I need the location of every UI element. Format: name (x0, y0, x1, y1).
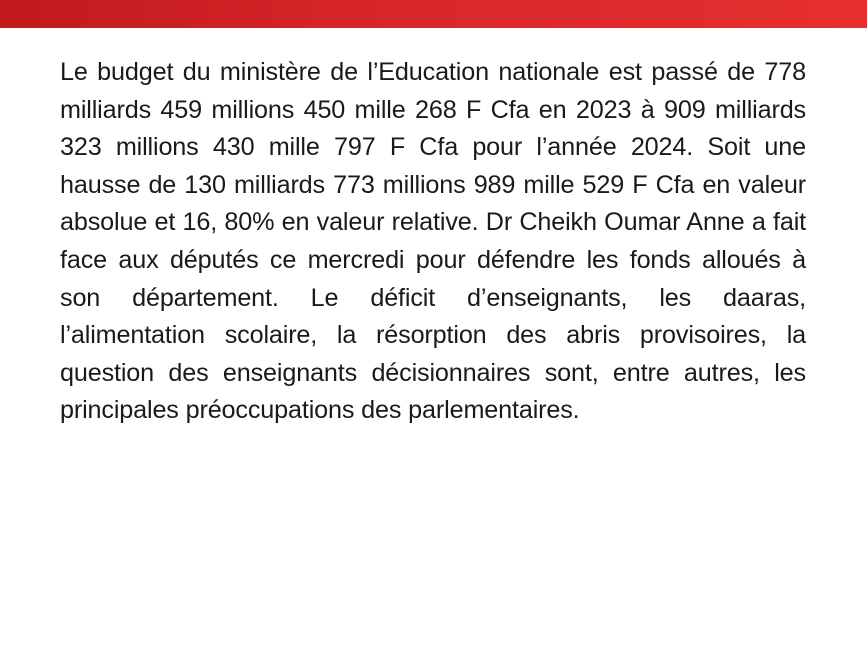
article-paragraph: Le budget du ministère de l’Education nationale est passé de 778 milliards 459 millions 450 mille 268 F Cfa en 2023 à 909 milliards 323 millions 430 mille 797 F Cfa pour l’année 2024. Soit une hausse de 130 milliards 773 millions 989 mille 529 F Cfa en valeur absolue et 16, 80% en valeur relative. Dr Cheikh Oumar Anne a fait face aux députés ce mercredi pour défendre les fonds alloués à son département. Le déficit d’enseignants, les daaras, l’alimentation scolaire, la résorption des abris provisoires, la question des enseignants décisionnaires sont, entre autres, les principales préoccupations des parlementaires. (60, 58, 806, 425)
top-accent-bar (0, 0, 867, 28)
